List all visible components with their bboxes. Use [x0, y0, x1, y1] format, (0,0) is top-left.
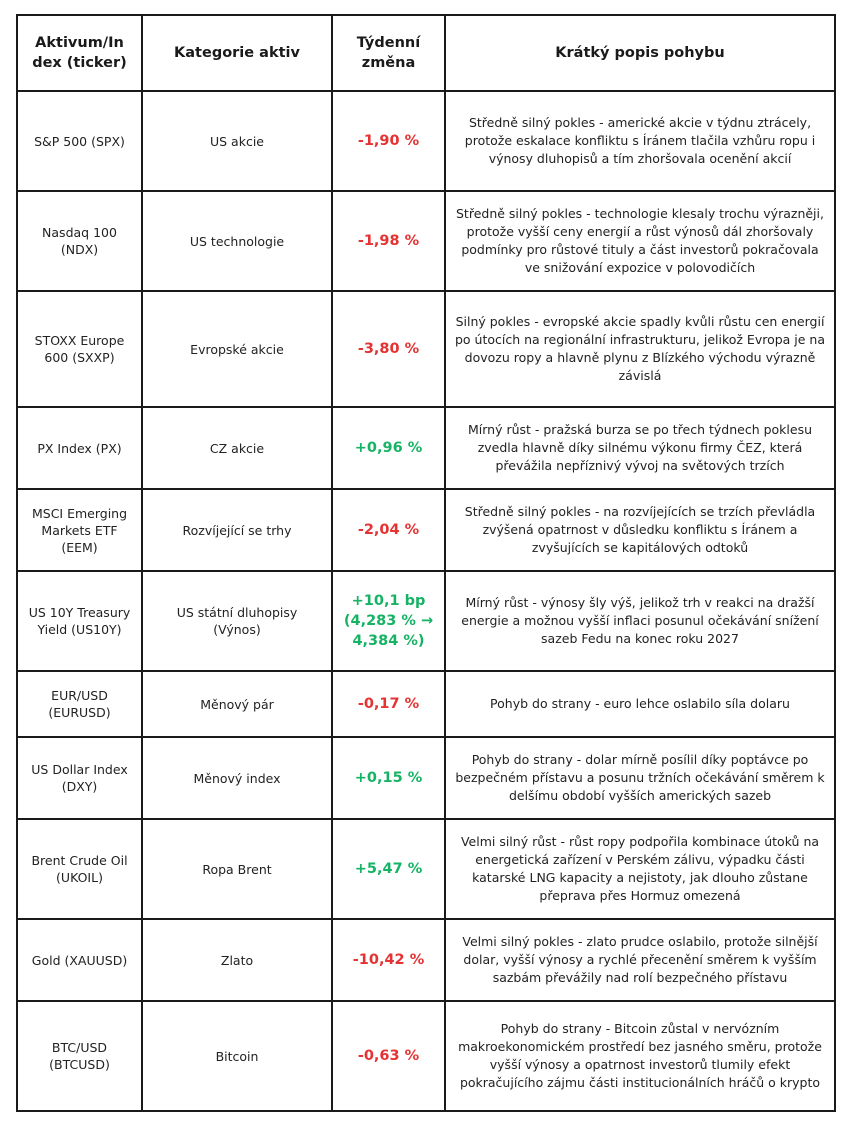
- table-row: [17, 919, 835, 1001]
- category-cell: Měnový pár: [142, 671, 332, 737]
- category-cell: US státní dluhopisy (Výnos): [142, 571, 332, 671]
- header-weekly-change: Týdenní změna: [332, 15, 445, 91]
- category-cell: Rozvíjející se trhy: [142, 489, 332, 571]
- table-row: [17, 737, 835, 819]
- change-value: +10,1 bp (4,283 % → 4,384 %): [343, 593, 434, 649]
- asset-cell: STOXX Europe 600 (SXXP): [17, 291, 142, 407]
- asset-cell: Gold (XAUUSD): [17, 919, 142, 1001]
- table-row: [17, 571, 835, 671]
- change-cell: [332, 671, 445, 737]
- category-cell: Bitcoin: [142, 1001, 332, 1111]
- weekly-market-table: [16, 14, 836, 1112]
- table-row: [17, 191, 835, 291]
- change-cell: [332, 737, 445, 819]
- asset-cell: Nasdaq 100 (NDX): [17, 191, 142, 291]
- change-cell: [332, 291, 445, 407]
- change-cell: [332, 407, 445, 489]
- change-value: -3,80 %: [357, 341, 420, 357]
- category-cell: Ropa Brent: [142, 819, 332, 919]
- description-cell: Středně silný pokles - technologie klesaly trochu výrazněji, protože vyšší ceny energií a růst výnosů dál zhoršovaly podmínky pro růstové tituly a část investorů pokračovala ve snižování expozice v polovodičích: [445, 191, 835, 291]
- table-row: [17, 407, 835, 489]
- header-category: Kategorie aktiv: [142, 15, 332, 91]
- change-value: +0,96 %: [354, 440, 423, 456]
- category-cell: CZ akcie: [142, 407, 332, 489]
- table-header-row: [17, 15, 835, 91]
- table-row: [17, 819, 835, 919]
- change-value: +5,47 %: [354, 861, 423, 877]
- change-cell: [332, 1001, 445, 1111]
- description-cell: Velmi silný pokles - zlato prudce oslabilo, protože silnější dolar, vyšší výnosy a rychlé přecenění směrem k vyšším sazbám převážily nad rolí bezpečného přístavu: [445, 919, 835, 1001]
- change-value: +0,15 %: [354, 770, 423, 786]
- description-cell: Středně silný pokles - americké akcie v týdnu ztrácely, protože eskalace konfliktu s Íránem tlačila vzhůru ropu i výnosy dluhopisů a tím zhoršovala ocenění akcií: [445, 91, 835, 191]
- category-cell: US technologie: [142, 191, 332, 291]
- asset-cell: S&P 500 (SPX): [17, 91, 142, 191]
- description-cell: Mírný růst - výnosy šly výš, jelikož trh v reakci na dražší energie a možnou vyšší inflaci posunul očekávání snížení sazeb Fedu na konec roku 2027: [445, 571, 835, 671]
- asset-cell: Brent Crude Oil (UKOIL): [17, 819, 142, 919]
- change-cell: [332, 489, 445, 571]
- description-cell: Silný pokles - evropské akcie spadly kvůli růstu cen energií po útocích na regionální infrastrukturu, jelikož Evropa je na dovozu ropy a hlavně plynu z Blízkého východu výrazně závislá: [445, 291, 835, 407]
- description-cell: Velmi silný růst - růst ropy podpořila kombinace útoků na energetická zařízení v Perském zálivu, výpadku části katarské LNG kapacity a nejistoty, jak dlouho zůstane přeprava přes Hormuz omezená: [445, 819, 835, 919]
- table-row: [17, 489, 835, 571]
- asset-cell: PX Index (PX): [17, 407, 142, 489]
- category-cell: US akcie: [142, 91, 332, 191]
- table-row: [17, 91, 835, 191]
- table-row: [17, 291, 835, 407]
- change-value: -1,90 %: [357, 133, 420, 149]
- change-cell: [332, 191, 445, 291]
- description-cell: Pohyb do strany - dolar mírně posílil díky poptávce po bezpečném přístavu a posunu tržních očekávání směrem k delšímu období vyšších amerických sazeb: [445, 737, 835, 819]
- category-cell: Evropské akcie: [142, 291, 332, 407]
- change-value: -10,42 %: [352, 952, 425, 968]
- table-row: [17, 671, 835, 737]
- description-cell: Pohyb do strany - euro lehce oslabilo síla dolaru: [445, 671, 835, 737]
- change-cell: [332, 91, 445, 191]
- change-value: -2,04 %: [357, 522, 420, 538]
- change-cell: [332, 571, 445, 671]
- description-cell: Pohyb do strany - Bitcoin zůstal v nervózním makroekonomickém prostředí bez jasného směru, protože vyšší výnosy a opatrnost investorů tlumily efekt pokračujícího zájmu části institucionálních hráčů o krypto: [445, 1001, 835, 1111]
- description-cell: Mírný růst - pražská burza se po třech týdnech poklesu zvedla hlavně díky silnému výkonu firmy ČEZ, která převážila nepříznivý vývoj na světových trzích: [445, 407, 835, 489]
- change-value: -0,17 %: [357, 696, 420, 712]
- asset-cell: BTC/USD (BTCUSD): [17, 1001, 142, 1111]
- asset-cell: US Dollar Index (DXY): [17, 737, 142, 819]
- change-cell: [332, 819, 445, 919]
- category-cell: Měnový index: [142, 737, 332, 819]
- change-cell: [332, 919, 445, 1001]
- table-row: [17, 1001, 835, 1111]
- asset-cell: US 10Y Treasury Yield (US10Y): [17, 571, 142, 671]
- change-value: -1,98 %: [357, 233, 420, 249]
- header-description: Krátký popis pohybu: [445, 15, 835, 91]
- asset-cell: MSCI Emerging Markets ETF (EEM): [17, 489, 142, 571]
- asset-cell: EUR/USD (EURUSD): [17, 671, 142, 737]
- change-value: -0,63 %: [357, 1048, 420, 1064]
- header-asset: Aktivum/In dex (ticker): [17, 15, 142, 91]
- category-cell: Zlato: [142, 919, 332, 1001]
- description-cell: Středně silný pokles - na rozvíjejících se trzích převládla zvýšená opatrnost v důsledku konfliktu s Íránem a zvyšujících se kapitálových odtoků: [445, 489, 835, 571]
